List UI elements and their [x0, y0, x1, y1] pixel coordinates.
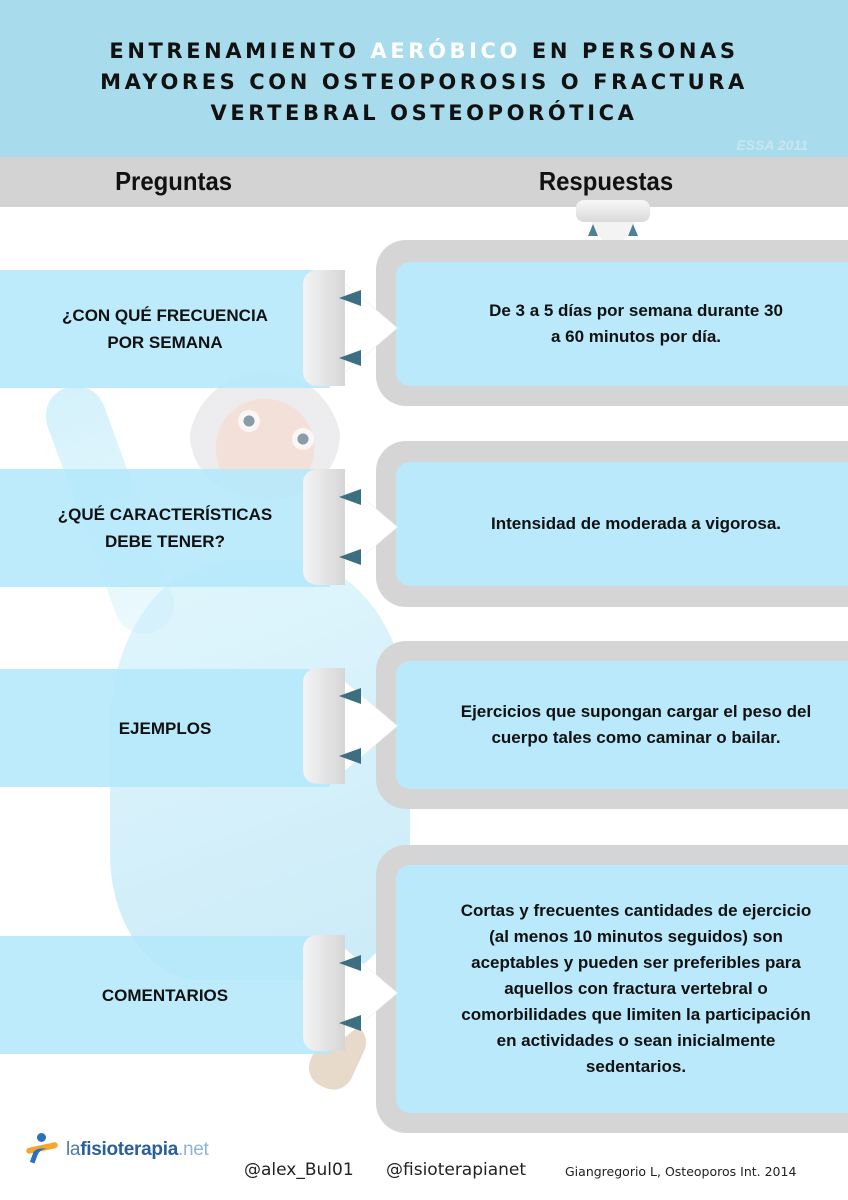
brand-logo[interactable]	[26, 1133, 208, 1167]
answer-1	[396, 262, 848, 386]
source-tag: ESSA 2011	[736, 137, 808, 153]
title-line-2: MAYORES CON OSTEOPOROSIS O FRACTURA	[100, 70, 748, 94]
title-line-1	[0, 36, 848, 67]
twitter-handle-author[interactable]: @alex_Bul01	[244, 1160, 354, 1180]
arrow-connector-icon	[303, 270, 398, 386]
brand-prefix: la	[66, 1139, 81, 1160]
question-1-label: ¿CON QUÉ FRECUENCIA POR SEMANA	[62, 306, 268, 352]
person-figure-icon	[26, 1133, 58, 1167]
arrow-connector-icon	[303, 935, 398, 1051]
answer-1-text: De 3 a 5 días por semana durante 30 a 60 minutos por día.	[489, 301, 783, 346]
title-line-3: VERTEBRAL OSTEOPORÓTICA	[210, 101, 638, 125]
question-3-label: EJEMPLOS	[118, 718, 212, 738]
answer-2-text: Intensidad de moderada a vigorosa.	[490, 514, 782, 533]
title-highlight: AERÓBICO	[370, 39, 522, 63]
reference-citation: Giangregorio L, Osteoporos Int. 2014	[565, 1164, 797, 1179]
question-4	[0, 936, 330, 1054]
column-header-respuestas: Respuestas	[538, 166, 674, 196]
answer-3-text: Ejercicios que supongan cargar el peso del cuerpo tales como caminar o bailar.	[460, 702, 812, 747]
brand-bold: fisioterapia	[80, 1139, 178, 1160]
question-4-label: COMENTARIOS	[101, 985, 229, 1005]
twitter-handle-site[interactable]: @fisioterapianet	[386, 1160, 527, 1180]
question-2-label: ¿QUÉ CARACTERÍSTICAS DEBE TENER?	[57, 505, 273, 551]
brand-tld: .net	[177, 1139, 209, 1160]
arrow-connector-icon	[303, 469, 398, 585]
answer-3	[396, 661, 848, 789]
page-title	[0, 36, 848, 129]
answer-4-text: Cortas y frecuentes cantidades de ejercicio (al menos 10 minutos seguidos) son aceptables y pueden ser preferibles para aquellos con fractura vertebral o comorbilidades que limiten la participación en actividades o sean inicialmente sedentarios.	[460, 901, 812, 1076]
question-3	[0, 669, 330, 787]
answer-4	[396, 865, 848, 1113]
figure-eye-illustration	[292, 428, 314, 450]
answer-2	[396, 462, 848, 586]
title-text: ENTRENAMIENTO	[109, 39, 371, 63]
arrow-connector-icon	[303, 668, 398, 784]
question-2	[0, 469, 330, 587]
figure-eye-illustration	[238, 410, 260, 432]
brand-name	[66, 1139, 208, 1161]
column-header-preguntas: Preguntas	[115, 166, 233, 196]
question-1	[0, 270, 330, 388]
title-text: EN PERSONAS	[521, 39, 739, 63]
